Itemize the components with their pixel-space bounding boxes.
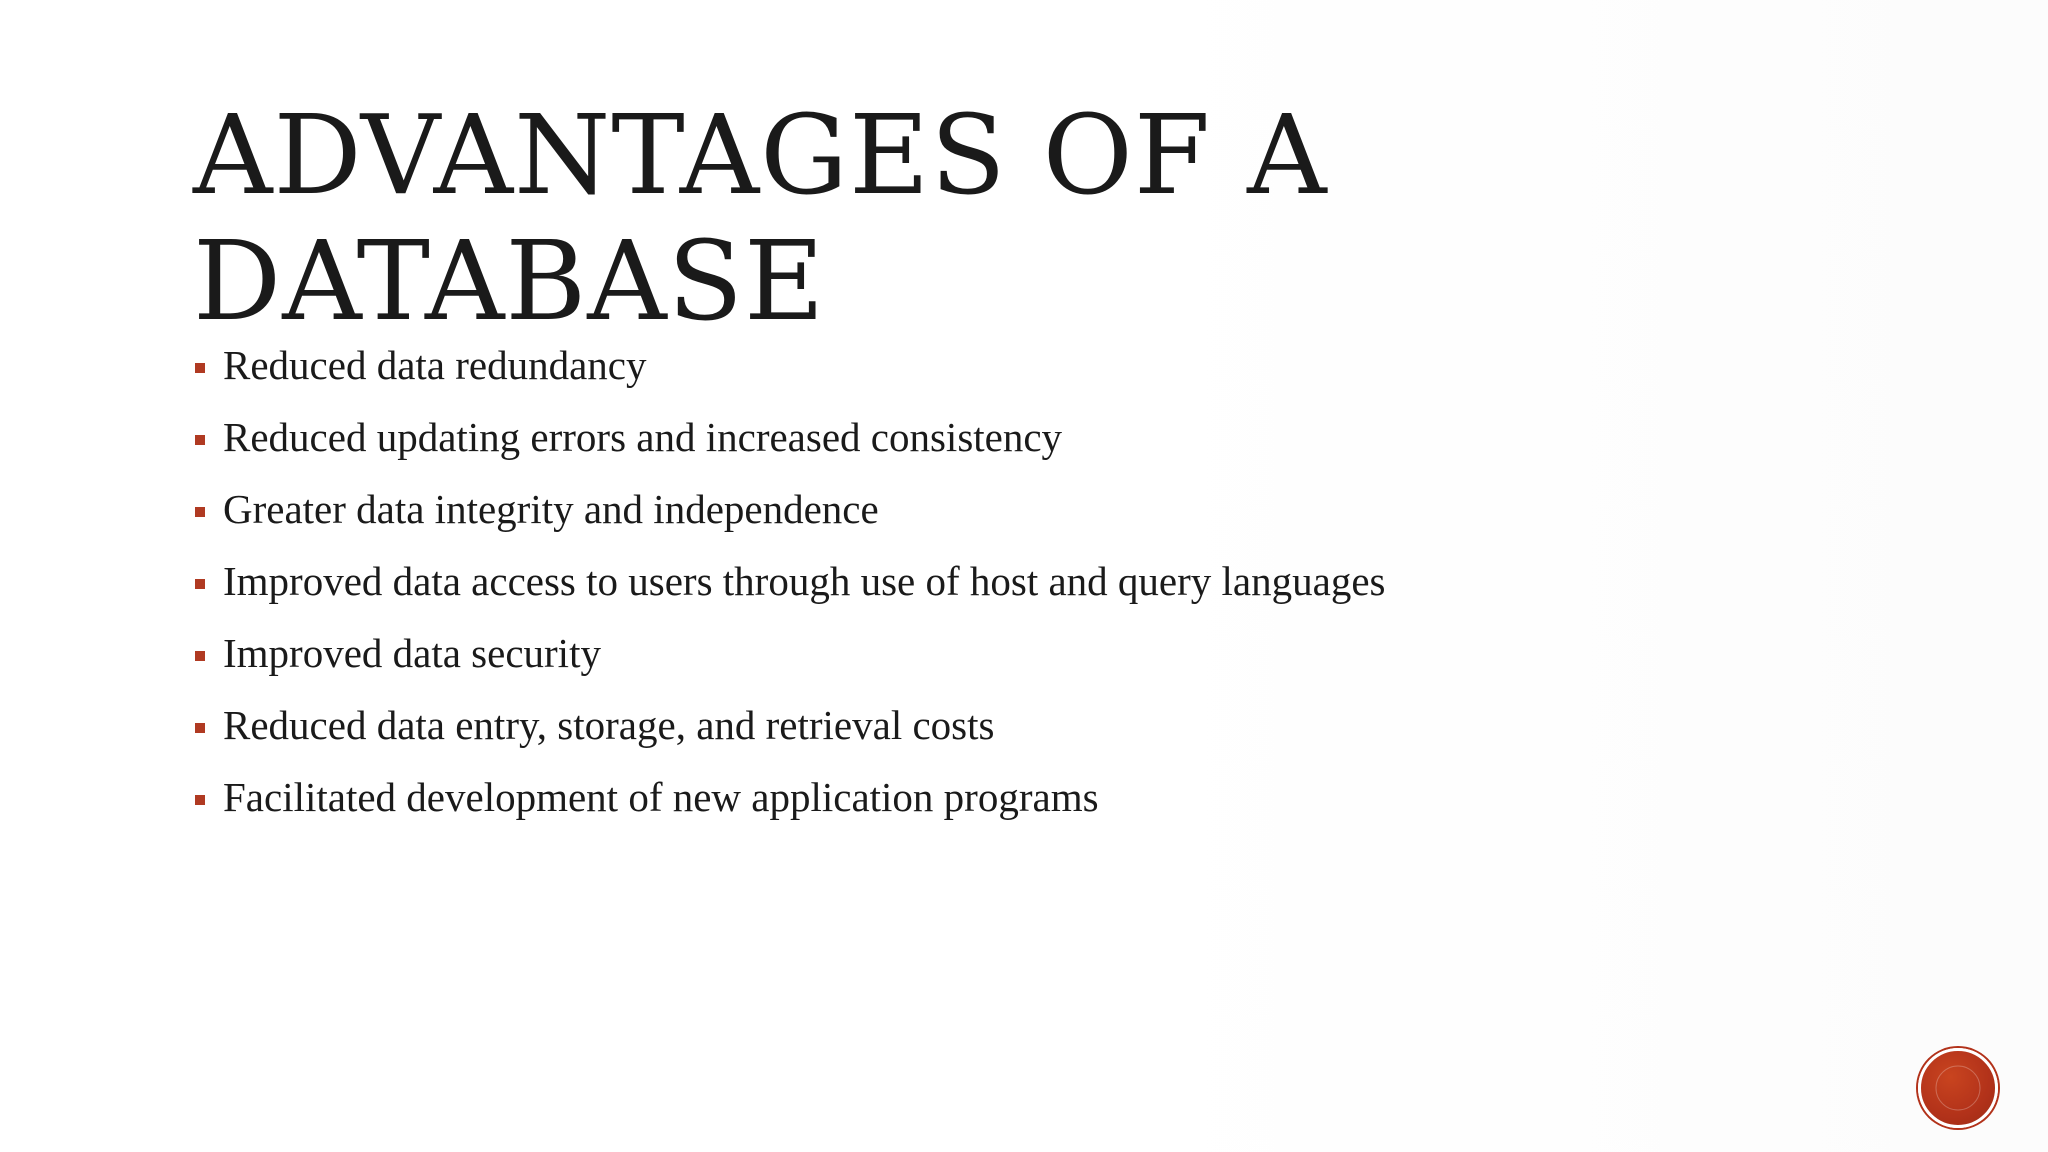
bullet-item	[195, 702, 1495, 749]
bullet-square-icon	[195, 723, 205, 733]
bullet-text: Greater data integrity and independence	[223, 486, 879, 532]
slide-nav-icon	[1933, 1063, 1983, 1113]
bullet-item	[195, 774, 1495, 821]
bullet-item	[195, 630, 1495, 677]
bullet-list	[195, 342, 1495, 846]
bullet-square-icon	[195, 435, 205, 445]
bullet-item	[195, 486, 1495, 533]
bullet-square-icon	[195, 651, 205, 661]
bullet-text: Reduced data redundancy	[223, 342, 647, 388]
bullet-square-icon	[195, 363, 205, 373]
bullet-square-icon	[195, 507, 205, 517]
bullet-text: Reduced data entry, storage, and retrieval costs	[223, 702, 995, 748]
slide-nav-button[interactable]	[1918, 1048, 1998, 1128]
slide-title: ADVANTAGES OF A DATABASE	[193, 91, 1328, 345]
bullet-text: Improved data security	[223, 630, 601, 676]
bullet-text: Facilitated development of new application programs	[223, 774, 1099, 820]
bullet-square-icon	[195, 579, 205, 589]
bullet-text: Reduced updating errors and increased consistency	[223, 414, 1063, 460]
bullet-square-icon	[195, 795, 205, 805]
bullet-item	[195, 414, 1495, 461]
bullet-text: Improved data access to users through use of host and query languages	[223, 558, 1386, 604]
bullet-item	[195, 558, 1495, 605]
bullet-item	[195, 342, 1495, 389]
